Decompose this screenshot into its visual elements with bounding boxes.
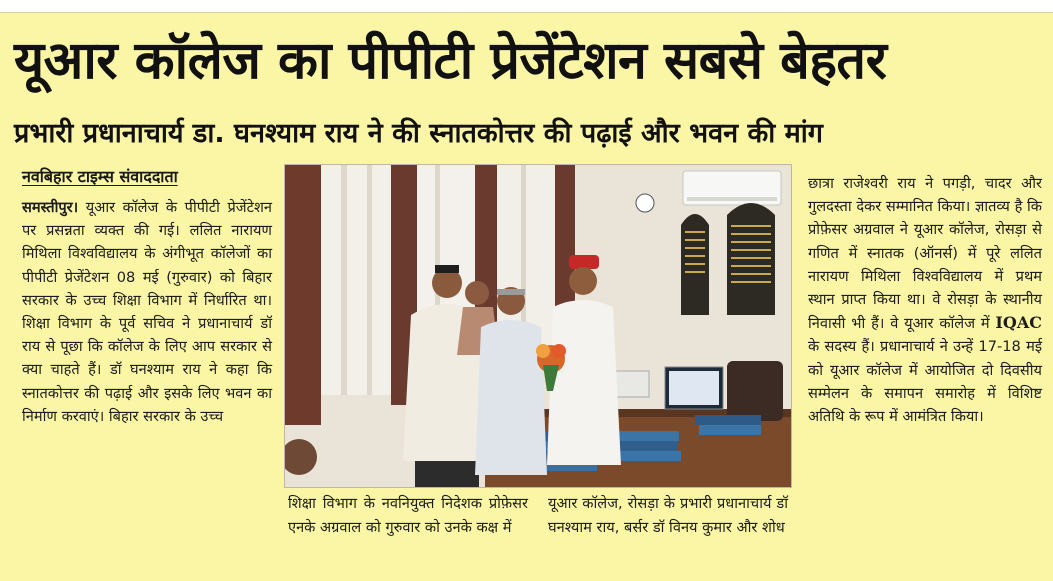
article-body-right-1: छात्रा राजेश्वरी राय ने पगड़ी, चादर और गुलदस्ता देकर सम्मानित किया। ज्ञातव्य है कि प्रोफ़ेसर अग्रवाल ने यूआर कॉलेज, रोसड़ा से गणित में स्नातक (ऑनर्स) में पूरे ललित नारायण मिथिला विश्वविद्यालय में प्रथम स्थान प्राप्त किया था। वे रोसड़ा के स्थानीय निवासी भी हैं। वे यूआर कॉलेज में (808, 175, 1042, 333)
subheadline: प्रभारी प्रधानाचार्य डा. घनश्याम राय ने की स्नातकोत्तर की पढ़ाई और भवन की मांग (14, 118, 823, 149)
headline: यूआर कॉलेज का पीपीटी प्रेजेंटेशन सबसे बेहतर (14, 31, 887, 91)
photo-caption-part2: यूआर कॉलेज, रोसड़ा के प्रभारी प्रधानाचार्य डॉ घनश्याम राय, बर्सर डॉ विनय कुमार और शोध (548, 495, 788, 536)
dateline: समस्तीपुर। (22, 199, 79, 216)
previous-article-strip (0, 0, 1053, 13)
iqac-term: IQAC (995, 313, 1042, 333)
article-column-left (22, 196, 272, 574)
news-photo (284, 164, 792, 488)
byline: नवबिहार टाइम्स संवाददाता (22, 167, 178, 186)
article-body-right-2: के सदस्य हैं। प्रधानाचार्य ने उन्हें 17-18 मई को यूआर कॉलेज में आयोजित दो दिवसीय सम्मेलन के समापन समारोह में विशिष्ट अतिथि के रूप में आमंत्रित किया। (808, 338, 1042, 426)
group-photo-icon (285, 165, 791, 487)
article-column-right (808, 172, 1042, 572)
article-body-left: यूआर कॉलेज के पीपीटी प्रेजेंटेशन पर प्रसन्नता व्यक्त की गई। ललित नारायण मिथिला विश्वविद्यालय के अंगीभूत कॉलेजों का पीपीटी प्रेजेंटेशन 08 मई (गुरुवार) को बिहार सरकार के उच्च शिक्षा विभाग में निर्धारित था। शिक्षा विभाग के पूर्व सचिव ने प्रधानाचार्य डॉ राय से पूछा कि कॉलेज के लिए आप सरकार से क्या चाहते हैं। डॉ घनश्याम राय ने कहा कि स्नातकोत्तर की पढ़ाई और इसके लिए भवन का निर्माण करवाएं। बिहार सरकार के उच्च (22, 199, 272, 425)
photo-caption-part1: शिक्षा विभाग के नवनियुक्त निदेशक प्रोफ़ेसर एनके अग्रवाल को गुरुवार को उनके कक्ष में (288, 495, 528, 536)
